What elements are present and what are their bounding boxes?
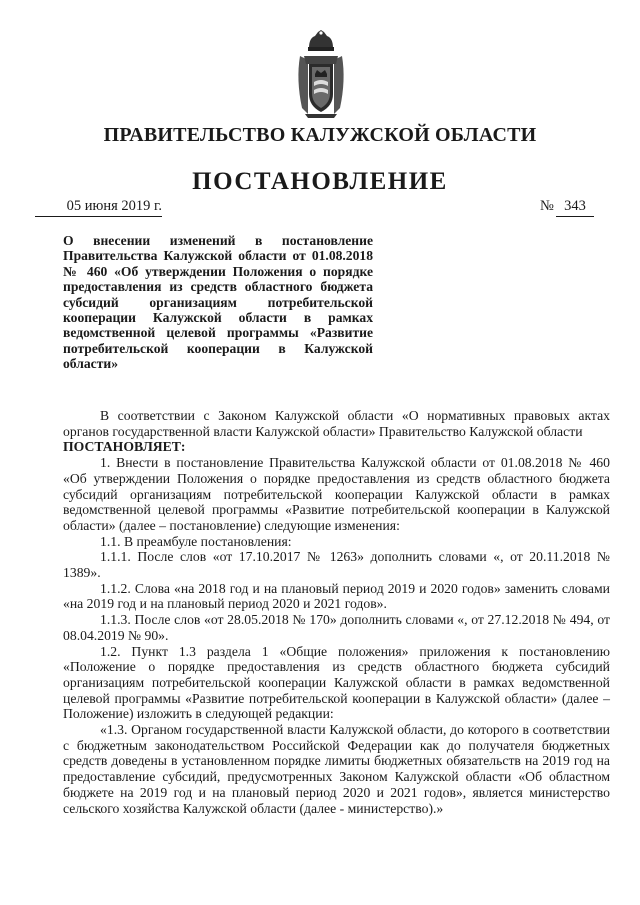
document-type-title: ПОСТАНОВЛЕНИЕ [192,168,448,195]
preamble-paragraph [63,408,610,439]
government-title: ПРАВИТЕЛЬСТВО КАЛУЖСКОЙ ОБЛАСТИ [103,124,537,146]
decree-word: ПОСТАНОВЛЯЕТ: [63,439,186,455]
document-number-label: № [540,198,554,214]
body-paragraph: «1.3. Органом государственной власти Калужской области, до которого в соответствии с бюджетным законодательством Российской Федерации как до получателя бюджетных средств доведены в установленном порядке лимиты бюджетных обязательств на 2019 год на предоставление субсидий, предусмотренных Законом Калужской области «Об областном бюджете на 2019 год и на плановый период 2020 и 2021 годов», является министерство сельского хозяйства Калужской области (далее - министерство).» [63,722,610,816]
coat-of-arms-emblem [296,30,346,120]
document-subject: О внесении изменений в постановление Правительства Калужской области от 01.08.2018 № 460 «Об утверждении Положения о порядке предоставления из средств областного бюджета субсидий организациям потребительской кооперации Калужской области в рамках ведомственной целевой программы «Развитие потребительской кооперации в Калужской области» [63,233,373,372]
body-paragraph: 1.1.3. После слов «от 28.05.2018 № 170» дополнить словами «, от 27.12.2018 № 494, от 08.04.2019 № 90». [63,612,610,643]
document-date: 05 июня 2019 г. [35,198,162,217]
document-body [63,408,610,816]
body-paragraph: 1.1. В преамбуле постановления: [100,533,292,549]
body-paragraph: 1. Внести в постановление Правительства Калужской области от 01.08.2018 № 460 «Об утверждении Положения о порядке предоставления из средств областного бюджета субсидий организациям потребительской кооперации Калужской области в рамках ведомственной целевой программы «Развитие потребительской кооперации в Калужской области» (далее – постановление) следующие изменения: [63,455,610,533]
body-paragraph: 1.2. Пункт 1.3 раздела 1 «Общие положения» приложения к постановлению «Положение о порядке предоставления из средств областного бюджета субсидий организациям потребительской кооперации Калужской области в рамках ведомственной целевой программы «Развитие потребительской кооперации в Калужской области» (далее – Положение) изложить в следующей редакции: [63,643,610,722]
document-number: 343 [556,198,594,217]
decree-line [63,439,610,455]
preamble-text: В соответствии с Законом Калужской области «О нормативных правовых актах органов государственной власти Калужской области» Правительство Калужской области [63,408,610,439]
body-paragraph: 1.1.1. После слов «от 17.10.2017 № 1263» дополнить словами «, от 20.11.2018 № 1389». [63,549,610,581]
body-paragraph: 1.1.2. Слова «на 2018 год и на плановый период 2019 и 2020 годов» заменить словами «на 2019 год и на плановый период 2020 и 2021 годов». [63,580,610,612]
